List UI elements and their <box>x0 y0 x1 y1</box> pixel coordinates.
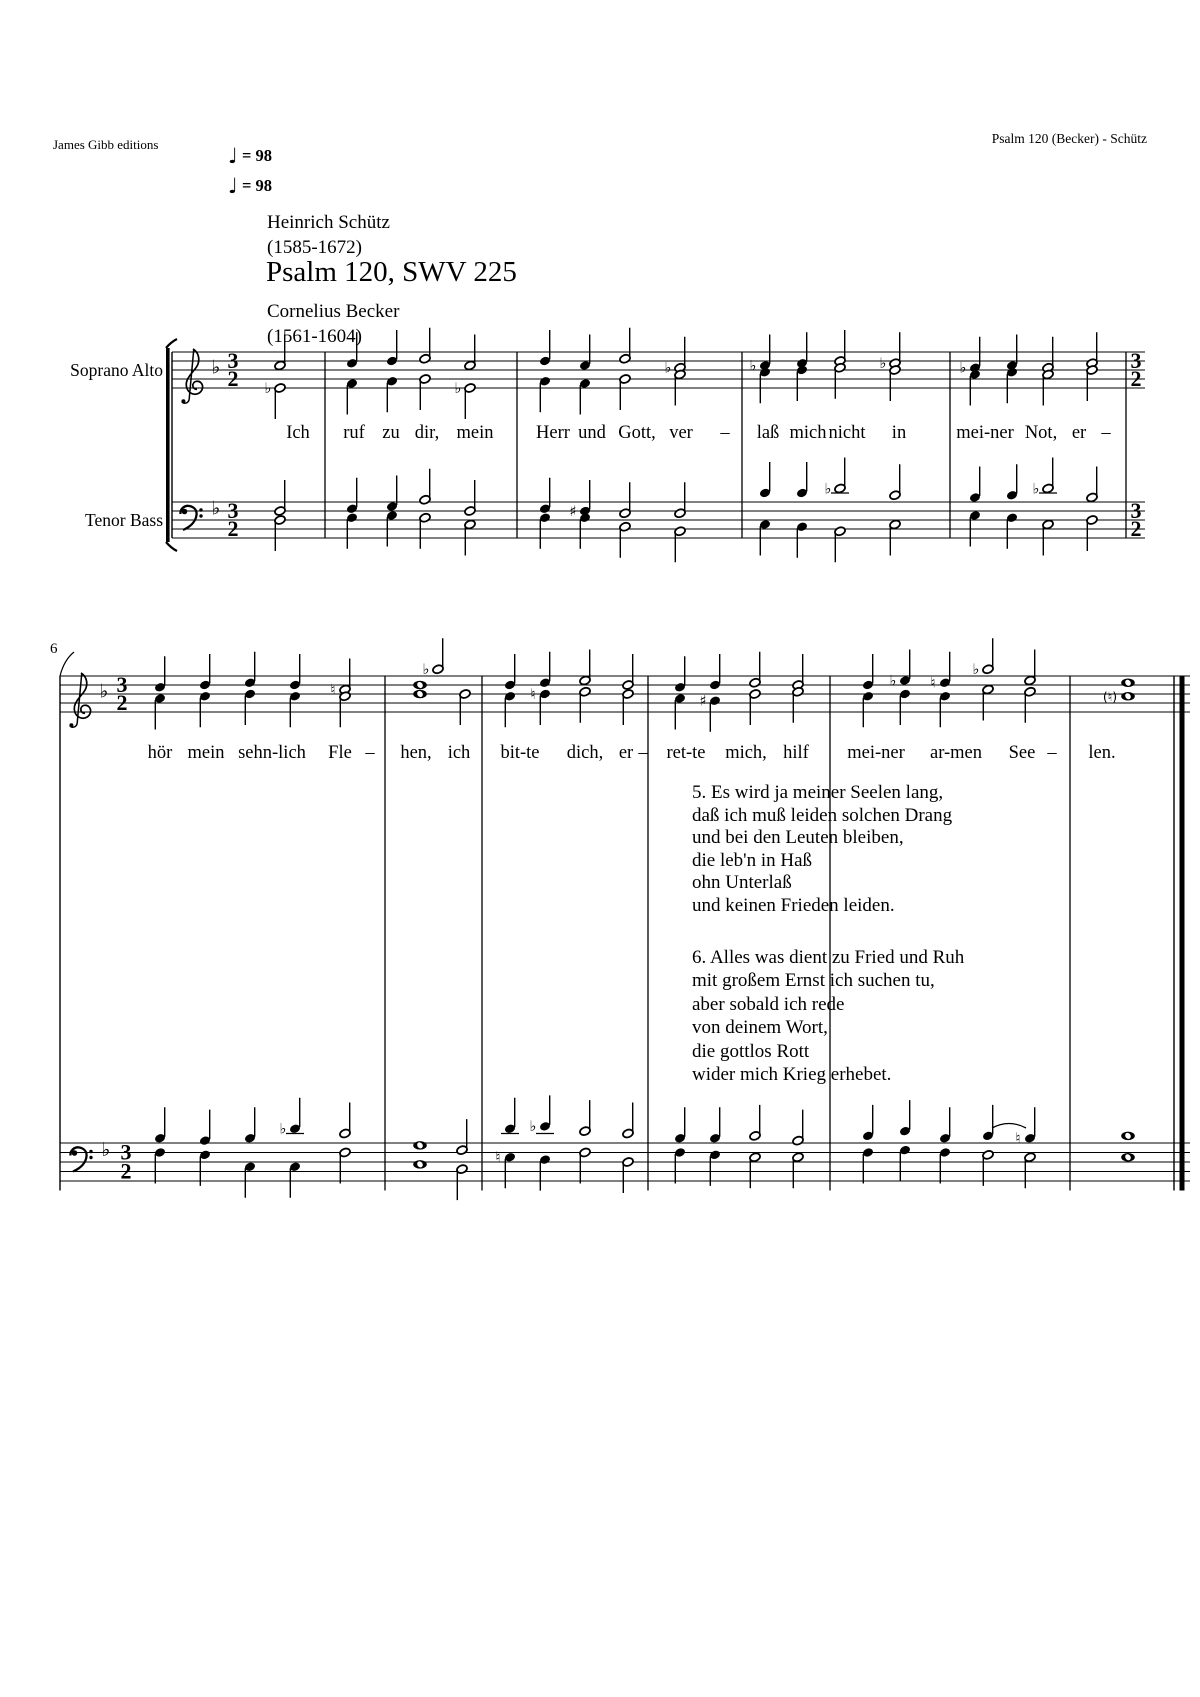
svg-text:3: 3 <box>120 1139 132 1165</box>
lyric-syllable: ich <box>447 743 471 763</box>
verse-line: wider mich Krieg erhebet. <box>692 1064 892 1086</box>
lyric-syllable: mich <box>789 423 827 443</box>
lyric-syllable: und <box>578 423 606 443</box>
key-signature-flat: ♭ <box>211 356 221 379</box>
time-signature <box>228 498 239 541</box>
lyric-syllable: mei-ner <box>847 743 905 763</box>
svg-text:♭: ♭ <box>1032 481 1040 498</box>
key-signature-flat: ♭ <box>101 1139 111 1161</box>
lyric-syllable: hilf <box>783 743 809 763</box>
measure-number: 6 <box>50 641 58 657</box>
svg-text:♭: ♭ <box>529 1119 537 1136</box>
composer-name: Heinrich Schütz <box>267 212 390 233</box>
lyric-syllable: in <box>891 423 907 443</box>
staff-label-tenor-bass: Tenor Bass <box>85 510 163 530</box>
lyric-syllable: hör <box>147 743 173 763</box>
lyric-syllable: ruf <box>343 423 365 443</box>
lyricist-dates: (1561-1604) <box>267 326 362 347</box>
verse-line: von deinem Wort, <box>692 1017 828 1039</box>
lyric-syllable: er <box>1071 423 1087 443</box>
svg-text:2: 2 <box>120 1158 132 1184</box>
lyric-syllable: dich, <box>566 743 604 763</box>
lyric-syllable: sehn-lich <box>238 743 306 763</box>
time-signature <box>1131 498 1142 541</box>
staff-label-soprano-alto: Soprano Alto <box>70 360 163 380</box>
lyric-syllable: dir, <box>414 423 440 443</box>
notes <box>154 1095 1135 1200</box>
bass-clef-icon <box>70 1147 92 1171</box>
svg-text:♭: ♭ <box>879 356 887 373</box>
quarter-note-icon: ♩ <box>228 174 238 198</box>
svg-text:♮: ♮ <box>1015 1131 1021 1148</box>
treble-clef-icon <box>181 349 202 403</box>
svg-text:♮: ♮ <box>930 675 936 692</box>
quarter-note-icon: ♩ <box>228 144 238 168</box>
work-title: Psalm 120, SWV 225 <box>266 256 517 288</box>
svg-text:2: 2 <box>227 366 239 391</box>
notes <box>274 458 1098 563</box>
svg-text:3: 3 <box>227 348 239 373</box>
bass-staff <box>60 1095 1190 1200</box>
time-signature <box>117 672 128 715</box>
lyric-syllable: – <box>1047 743 1057 763</box>
bass-clef-icon <box>180 506 202 530</box>
lyric-syllable: mich, <box>725 743 767 763</box>
verse-line: und bei den Leuten bleiben, <box>692 827 904 849</box>
lyric-syllable: er <box>618 743 634 763</box>
svg-text:♭: ♭ <box>972 662 980 679</box>
system-1 <box>166 328 1145 563</box>
svg-text:2: 2 <box>227 516 239 541</box>
svg-text:♭: ♭ <box>454 380 462 397</box>
time-signature <box>121 1140 132 1184</box>
treble-clef-icon <box>69 673 90 727</box>
svg-text:♭: ♭ <box>422 662 430 679</box>
svg-text:♮: ♮ <box>495 1150 501 1167</box>
time-signature <box>228 348 239 391</box>
lyric-syllable: – <box>365 743 375 763</box>
time-signature <box>1131 348 1142 391</box>
system-hook <box>60 652 74 676</box>
svg-text:♯: ♯ <box>699 693 707 710</box>
lyric-syllable: mein <box>187 743 225 763</box>
svg-text:2: 2 <box>1130 366 1142 391</box>
lyric-syllable: Ich <box>286 423 310 443</box>
verse-5 <box>692 782 952 918</box>
key-signature-flat: ♭ <box>99 680 109 703</box>
lyric-syllable: nicht <box>828 423 866 443</box>
lyric-syllable: bit-te <box>500 743 540 763</box>
lyric-syllable: – <box>720 423 730 443</box>
treble-staff <box>60 638 1190 732</box>
svg-text:♯: ♯ <box>569 503 577 520</box>
lyric-syllable: Fle <box>328 743 352 763</box>
svg-text:♭: ♭ <box>749 358 757 375</box>
lyric-syllable: ret-te <box>666 743 706 763</box>
svg-text:♮: ♮ <box>530 686 536 703</box>
verse-line: 6. Alles was dient zu Fried und Ruh <box>692 947 965 968</box>
svg-text:♭: ♭ <box>889 673 897 690</box>
verse-line: und keinen Frieden leiden. <box>692 894 895 916</box>
bass-staff <box>172 458 1145 563</box>
svg-text:3: 3 <box>1130 498 1142 523</box>
lyric-syllable: mein <box>456 423 494 443</box>
lyric-syllable: – <box>638 743 648 763</box>
svg-text:♭: ♭ <box>664 360 672 377</box>
svg-text:♭: ♭ <box>959 360 967 377</box>
svg-text:2: 2 <box>116 690 128 715</box>
tie <box>992 1124 1026 1129</box>
lyrics-line-1 <box>0 423 1200 445</box>
verse-6 <box>692 946 964 1086</box>
tempo-value-2: = 98 <box>242 176 273 195</box>
lyric-syllable: Herr <box>536 423 570 443</box>
verse-line: daß ich muß leiden solchen Drang <box>692 804 953 826</box>
svg-text:♭: ♭ <box>279 1121 287 1138</box>
running-title: Psalm 120 (Becker) - Schütz <box>991 131 1147 146</box>
lyric-syllable: Gott, <box>618 423 656 443</box>
svg-text:3: 3 <box>227 498 239 523</box>
lyric-syllable: len. <box>1088 743 1116 763</box>
tempo-value-1: = 98 <box>242 146 273 165</box>
svg-text:♭: ♭ <box>824 481 832 498</box>
svg-text:3: 3 <box>116 672 128 697</box>
lyric-syllable: See <box>1008 743 1036 763</box>
verse-line: aber sobald ich rede <box>692 993 845 1015</box>
svg-text:♮: ♮ <box>330 682 336 699</box>
notes <box>265 328 1099 419</box>
treble-staff <box>172 328 1145 419</box>
verse-line: mit großem Ernst ich suchen tu, <box>692 970 935 992</box>
lyric-syllable: mei-ner <box>956 423 1014 443</box>
lyric-syllable: hen, <box>400 743 432 763</box>
svg-text:2: 2 <box>1130 516 1142 541</box>
lyrics-line-2 <box>0 743 1200 765</box>
svg-text:(♮): (♮) <box>1102 689 1118 705</box>
svg-text:3: 3 <box>1130 348 1142 373</box>
lyricist-name: Cornelius Becker <box>267 301 400 322</box>
system-2 <box>60 638 1190 1200</box>
lyric-syllable: zu <box>382 423 400 443</box>
verse-line: 5. Es wird ja meiner Seelen lang, <box>692 782 944 803</box>
lyric-syllable: – <box>1101 423 1111 443</box>
lyric-syllable: ar-men <box>929 743 983 763</box>
lyric-syllable: ver <box>669 423 693 443</box>
lyric-syllable: laß <box>756 423 780 443</box>
svg-text:♭: ♭ <box>264 380 272 397</box>
key-signature-flat: ♭ <box>211 497 221 520</box>
lyric-syllable: Not, <box>1024 423 1058 443</box>
edition-credit: James Gibb editions <box>53 137 159 152</box>
verse-line: die gottlos Rott <box>692 1040 810 1062</box>
verse-line: ohn Unterlaß <box>692 872 792 894</box>
verse-line: die leb'n in Haß <box>692 849 813 871</box>
barlines <box>172 352 1126 538</box>
composer-dates: (1585-1672) <box>267 237 362 258</box>
